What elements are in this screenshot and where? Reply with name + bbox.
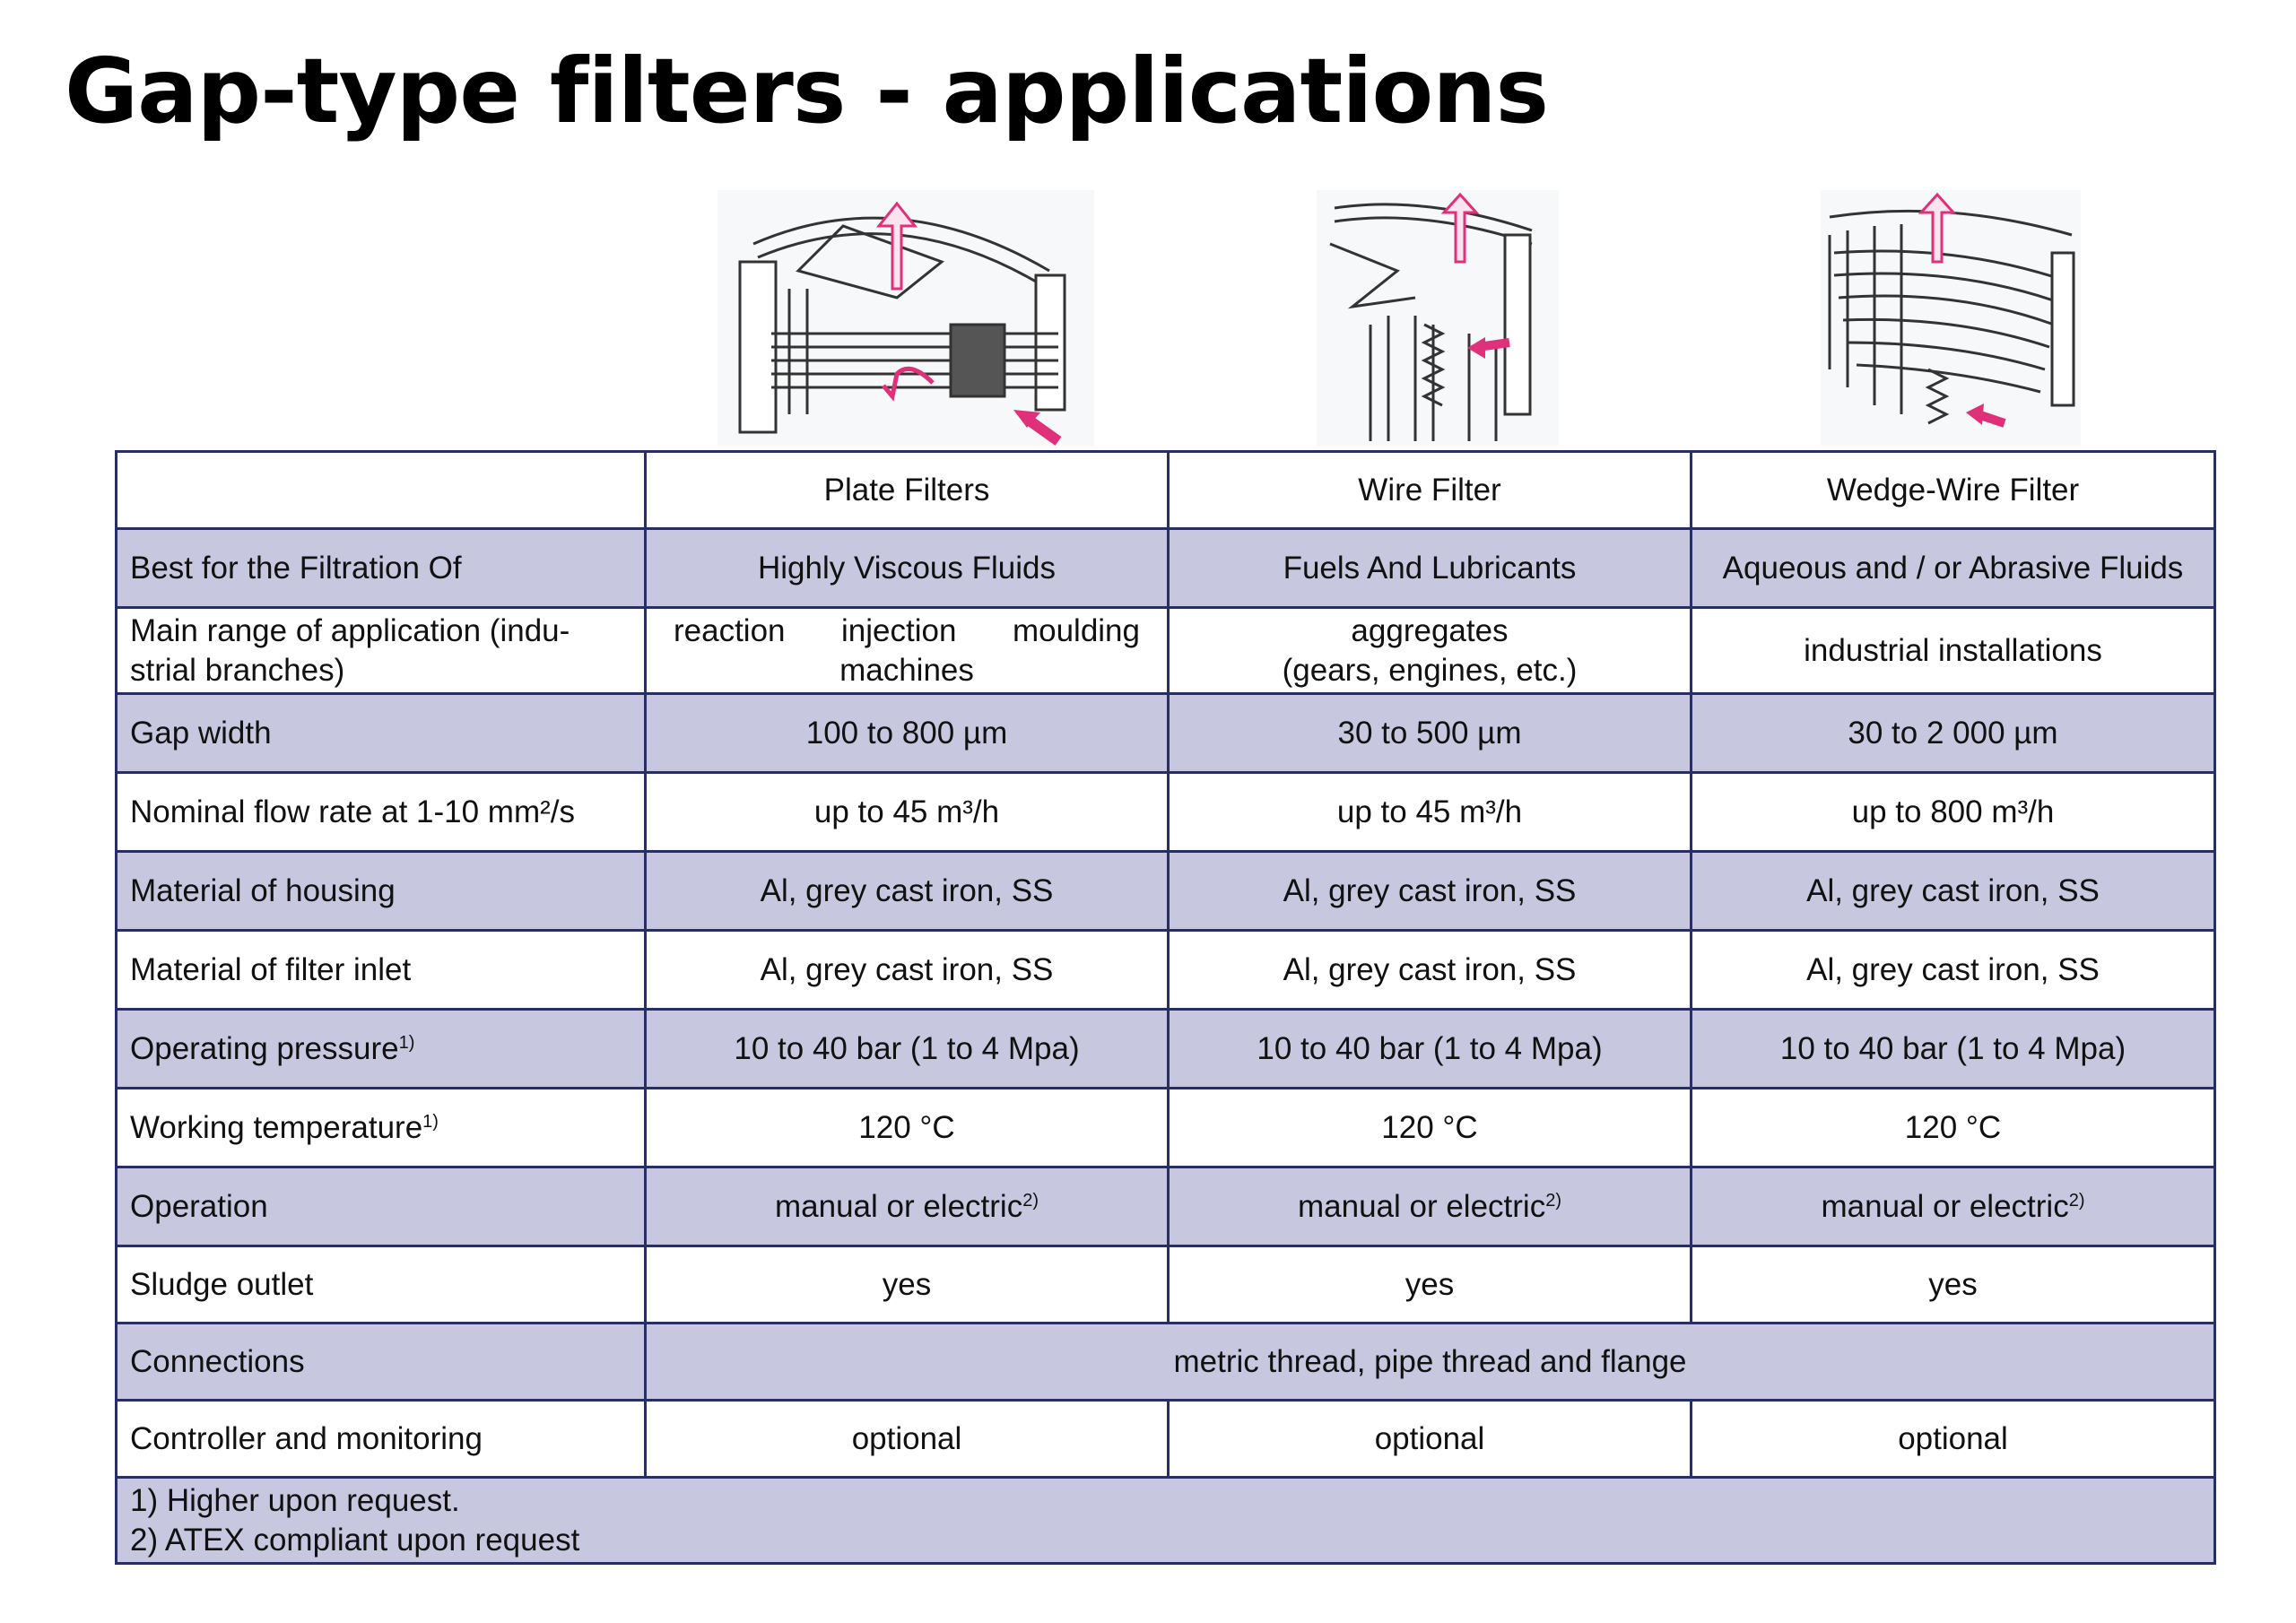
row-label: Operation [117,1167,646,1246]
row-label: Best for the Filtration Of [117,529,646,608]
cell-line: reaction injection moulding [674,612,1140,648]
footnotes-row [117,1478,2215,1564]
row-label-text: Operating pressure [130,1030,399,1066]
cell-value: 120 °C [1692,1089,2215,1167]
plate-filter-illustration [718,190,1094,446]
cell-value: 10 to 40 bar (1 to 4 Mpa) [1692,1010,2215,1089]
cell-value: 10 to 40 bar (1 to 4 Mpa) [1169,1010,1692,1089]
cell-value-spanning: metric thread, pipe thread and flange [646,1324,2215,1401]
row-label [117,608,646,694]
footnote-ref: 2) [2068,1190,2085,1211]
table-row [117,1167,2215,1246]
wire-filter-illustration [1317,190,1559,446]
footnotes [117,1478,2215,1564]
wedge-wire-filter-illustration [1821,190,2081,446]
table-row [117,852,2215,931]
table-header-row [117,452,2215,529]
row-label: Sludge outlet [117,1246,646,1324]
table-row [117,773,2215,852]
footnote-ref: 1) [422,1111,439,1132]
row-label: Material of housing [117,852,646,931]
cell-line: (gears, engines, etc.) [1282,652,1578,688]
wedge-wire-filter-icon [1821,190,2081,446]
cell-value [1692,1167,2215,1246]
cell-value: optional [1169,1401,1692,1478]
header-plate-filters: Plate Filters [646,452,1169,529]
cell-value [1169,1167,1692,1246]
cell-value: up to 45 m³/h [646,773,1169,852]
cell-value [1169,608,1692,694]
row-label-line: Main range of application (indu- [130,612,570,648]
row-label: Connections [117,1324,646,1401]
table-row [117,1324,2215,1401]
cell-value: yes [646,1246,1169,1324]
header-wedge-wire-filter: Wedge-Wire Filter [1692,452,2215,529]
cell-value: optional [1692,1401,2215,1478]
table-row [117,529,2215,608]
cell-value: 30 to 500 µm [1169,694,1692,773]
cell-value: yes [1169,1246,1692,1324]
plate-filter-icon [718,190,1094,446]
cell-value: Al, grey cast iron, SS [1692,852,2215,931]
wire-filter-icon [1317,190,1559,446]
table-row [117,694,2215,773]
row-label: Gap width [117,694,646,773]
cell-value: Al, grey cast iron, SS [1692,931,2215,1010]
cell-value: Al, grey cast iron, SS [1169,852,1692,931]
table-row [117,1089,2215,1167]
cell-value: Al, grey cast iron, SS [646,852,1169,931]
cell-value: industrial installations [1692,608,2215,694]
row-label [117,1089,646,1167]
footnote-ref: 2) [1022,1190,1039,1211]
table-row [117,1401,2215,1478]
cell-value: Aqueous and / or Abrasive Fluids [1692,529,2215,608]
cell-text: manual or electric [1821,1188,2069,1224]
footnote-ref: 1) [398,1032,415,1053]
cell-value: 100 to 800 µm [646,694,1169,773]
cell-value: up to 800 m³/h [1692,773,2215,852]
cell-text: manual or electric [774,1188,1023,1224]
footnote: 1) Higher upon request. [130,1482,460,1518]
cell-value: 30 to 2 000 µm [1692,694,2215,773]
specification-table [115,450,2216,1565]
header-empty [117,452,646,529]
cell-line: machines [839,652,974,688]
cell-value: up to 45 m³/h [1169,773,1692,852]
row-label: Material of filter inlet [117,931,646,1010]
cell-value: Al, grey cast iron, SS [1169,931,1692,1010]
cell-text: manual or electric [1297,1188,1546,1224]
cell-value: optional [646,1401,1169,1478]
header-wire-filter: Wire Filter [1169,452,1692,529]
footnote-ref: 2) [1545,1190,1562,1211]
page-title: Gap-type filters - applications [65,39,1548,143]
table-row [117,1246,2215,1324]
cell-value: Highly Viscous Fluids [646,529,1169,608]
cell-value: 120 °C [1169,1089,1692,1167]
row-label-text: Working temperature [130,1109,423,1145]
footnote: 2) ATEX compliant upon request [130,1522,580,1558]
cell-value: 10 to 40 bar (1 to 4 Mpa) [646,1010,1169,1089]
cell-value: Fuels And Lubricants [1169,529,1692,608]
cell-value: yes [1692,1246,2215,1324]
cell-value: 120 °C [646,1089,1169,1167]
cell-value [646,1167,1169,1246]
row-label [117,1010,646,1089]
cell-value: Al, grey cast iron, SS [646,931,1169,1010]
table-row [117,931,2215,1010]
table-row [117,608,2215,694]
cell-line: aggregates [1351,612,1509,648]
row-label: Nominal flow rate at 1-10 mm²/s [117,773,646,852]
cell-value [646,608,1169,694]
table-row [117,1010,2215,1089]
row-label-line: strial branches) [130,652,345,688]
row-label: Controller and monitoring [117,1401,646,1478]
